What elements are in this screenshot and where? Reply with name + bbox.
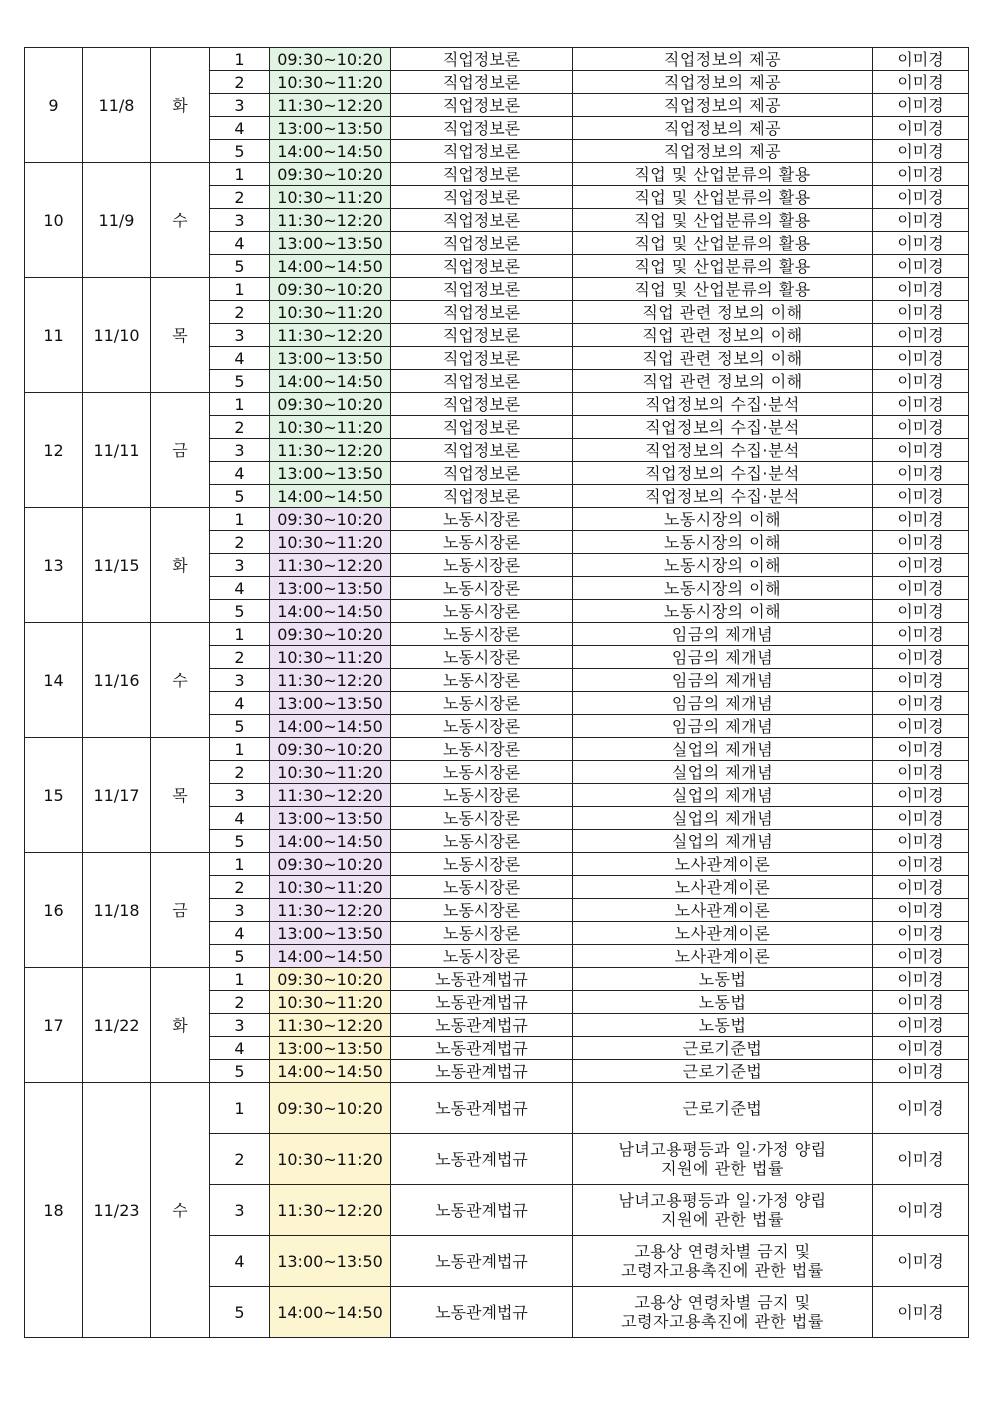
period-cell: 5	[210, 945, 270, 968]
period-cell: 1	[210, 968, 270, 991]
teacher-cell: 이미경	[873, 991, 969, 1014]
period-cell: 4	[210, 922, 270, 945]
table-row	[25, 623, 969, 646]
period-cell: 3	[210, 1185, 270, 1236]
time-cell: 13:00~13:50	[270, 462, 391, 485]
time-cell: 09:30~10:20	[270, 853, 391, 876]
subject-cell: 노동시장론	[391, 876, 573, 899]
time-cell: 11:30~12:20	[270, 669, 391, 692]
topic-cell: 노동시장의 이해	[573, 554, 873, 577]
period-cell: 2	[210, 991, 270, 1014]
time-cell: 10:30~11:20	[270, 416, 391, 439]
time-cell: 11:30~12:20	[270, 899, 391, 922]
topic-cell: 노동법	[573, 991, 873, 1014]
table-row	[25, 48, 969, 71]
subject-cell: 노동시장론	[391, 738, 573, 761]
subject-cell: 노동관계법규	[391, 1287, 573, 1338]
session-number-cell: 17	[25, 968, 83, 1083]
time-cell: 13:00~13:50	[270, 692, 391, 715]
time-cell: 14:00~14:50	[270, 255, 391, 278]
period-cell: 2	[210, 876, 270, 899]
subject-cell: 노동시장론	[391, 554, 573, 577]
schedule-table	[24, 47, 969, 1338]
subject-cell: 직업정보론	[391, 278, 573, 301]
date-cell: 11/10	[83, 278, 151, 393]
subject-cell: 직업정보론	[391, 117, 573, 140]
subject-cell: 직업정보론	[391, 393, 573, 416]
subject-cell: 노동시장론	[391, 830, 573, 853]
session-number-cell: 9	[25, 48, 83, 163]
teacher-cell: 이미경	[873, 830, 969, 853]
time-cell: 14:00~14:50	[270, 1287, 391, 1338]
subject-cell: 노동시장론	[391, 715, 573, 738]
subject-cell: 직업정보론	[391, 163, 573, 186]
topic-cell: 직업정보의 제공	[573, 94, 873, 117]
teacher-cell: 이미경	[873, 48, 969, 71]
period-cell: 5	[210, 715, 270, 738]
time-cell: 10:30~11:20	[270, 991, 391, 1014]
weekday-cell: 금	[151, 853, 210, 968]
time-cell: 09:30~10:20	[270, 508, 391, 531]
time-cell: 13:00~13:50	[270, 232, 391, 255]
time-cell: 10:30~11:20	[270, 876, 391, 899]
time-cell: 13:00~13:50	[270, 807, 391, 830]
teacher-cell: 이미경	[873, 1185, 969, 1236]
teacher-cell: 이미경	[873, 117, 969, 140]
topic-cell: 실업의 제개념	[573, 761, 873, 784]
time-cell: 13:00~13:50	[270, 1236, 391, 1287]
teacher-cell: 이미경	[873, 646, 969, 669]
topic-cell: 고용상 연령차별 금지 및 고령자고용촉진에 관한 법률	[573, 1236, 873, 1287]
subject-cell: 노동관계법규	[391, 1037, 573, 1060]
period-cell: 3	[210, 1014, 270, 1037]
subject-cell: 직업정보론	[391, 94, 573, 117]
topic-cell: 임금의 제개념	[573, 692, 873, 715]
time-cell: 14:00~14:50	[270, 370, 391, 393]
table-row	[25, 968, 969, 991]
weekday-cell: 화	[151, 48, 210, 163]
teacher-cell: 이미경	[873, 531, 969, 554]
time-cell: 14:00~14:50	[270, 485, 391, 508]
time-cell: 10:30~11:20	[270, 646, 391, 669]
teacher-cell: 이미경	[873, 232, 969, 255]
teacher-cell: 이미경	[873, 163, 969, 186]
date-cell: 11/23	[83, 1083, 151, 1338]
teacher-cell: 이미경	[873, 347, 969, 370]
topic-cell: 직업 및 산업분류의 활용	[573, 278, 873, 301]
period-cell: 2	[210, 71, 270, 94]
teacher-cell: 이미경	[873, 922, 969, 945]
period-cell: 5	[210, 1060, 270, 1083]
teacher-cell: 이미경	[873, 94, 969, 117]
subject-cell: 노동관계법규	[391, 1083, 573, 1134]
period-cell: 3	[210, 209, 270, 232]
time-cell: 11:30~12:20	[270, 94, 391, 117]
weekday-cell: 수	[151, 1083, 210, 1338]
weekday-cell: 목	[151, 738, 210, 853]
subject-cell: 노동관계법규	[391, 1134, 573, 1185]
topic-cell: 노사관계이론	[573, 922, 873, 945]
period-cell: 2	[210, 416, 270, 439]
table-row	[25, 738, 969, 761]
teacher-cell: 이미경	[873, 692, 969, 715]
topic-cell: 직업 관련 정보의 이해	[573, 370, 873, 393]
session-number-cell: 12	[25, 393, 83, 508]
time-cell: 09:30~10:20	[270, 393, 391, 416]
topic-cell: 노사관계이론	[573, 945, 873, 968]
session-number-cell: 11	[25, 278, 83, 393]
time-cell: 14:00~14:50	[270, 830, 391, 853]
teacher-cell: 이미경	[873, 876, 969, 899]
topic-cell: 남녀고용평등과 일·가정 양립 지원에 관한 법률	[573, 1185, 873, 1236]
period-cell: 3	[210, 94, 270, 117]
time-cell: 09:30~10:20	[270, 278, 391, 301]
period-cell: 4	[210, 232, 270, 255]
topic-cell: 실업의 제개념	[573, 738, 873, 761]
period-cell: 4	[210, 347, 270, 370]
subject-cell: 직업정보론	[391, 462, 573, 485]
teacher-cell: 이미경	[873, 416, 969, 439]
teacher-cell: 이미경	[873, 600, 969, 623]
topic-cell: 노동시장의 이해	[573, 577, 873, 600]
session-number-cell: 16	[25, 853, 83, 968]
subject-cell: 노동관계법규	[391, 1185, 573, 1236]
date-cell: 11/22	[83, 968, 151, 1083]
teacher-cell: 이미경	[873, 738, 969, 761]
date-cell: 11/16	[83, 623, 151, 738]
subject-cell: 노동시장론	[391, 623, 573, 646]
table-row	[25, 393, 969, 416]
teacher-cell: 이미경	[873, 715, 969, 738]
subject-cell: 직업정보론	[391, 485, 573, 508]
time-cell: 10:30~11:20	[270, 186, 391, 209]
subject-cell: 노동시장론	[391, 508, 573, 531]
date-cell: 11/9	[83, 163, 151, 278]
topic-cell: 직업정보의 수집·분석	[573, 439, 873, 462]
session-number-cell: 15	[25, 738, 83, 853]
subject-cell: 노동시장론	[391, 646, 573, 669]
time-cell: 13:00~13:50	[270, 347, 391, 370]
session-number-cell: 13	[25, 508, 83, 623]
period-cell: 2	[210, 1134, 270, 1185]
period-cell: 2	[210, 531, 270, 554]
subject-cell: 노동시장론	[391, 531, 573, 554]
time-cell: 10:30~11:20	[270, 71, 391, 94]
subject-cell: 직업정보론	[391, 186, 573, 209]
teacher-cell: 이미경	[873, 761, 969, 784]
time-cell: 13:00~13:50	[270, 922, 391, 945]
topic-cell: 고용상 연령차별 금지 및 고령자고용촉진에 관한 법률	[573, 1287, 873, 1338]
subject-cell: 직업정보론	[391, 255, 573, 278]
topic-cell: 실업의 제개념	[573, 807, 873, 830]
date-cell: 11/18	[83, 853, 151, 968]
subject-cell: 노동시장론	[391, 692, 573, 715]
time-cell: 09:30~10:20	[270, 968, 391, 991]
period-cell: 1	[210, 738, 270, 761]
period-cell: 4	[210, 1236, 270, 1287]
period-cell: 4	[210, 117, 270, 140]
topic-cell: 노동시장의 이해	[573, 508, 873, 531]
weekday-cell: 금	[151, 393, 210, 508]
subject-cell: 노동관계법규	[391, 991, 573, 1014]
teacher-cell: 이미경	[873, 71, 969, 94]
topic-cell: 노사관계이론	[573, 899, 873, 922]
subject-cell: 직업정보론	[391, 232, 573, 255]
teacher-cell: 이미경	[873, 784, 969, 807]
teacher-cell: 이미경	[873, 1236, 969, 1287]
period-cell: 4	[210, 577, 270, 600]
period-cell: 3	[210, 669, 270, 692]
subject-cell: 노동시장론	[391, 761, 573, 784]
time-cell: 11:30~12:20	[270, 1014, 391, 1037]
period-cell: 1	[210, 623, 270, 646]
date-cell: 11/8	[83, 48, 151, 163]
period-cell: 1	[210, 1083, 270, 1134]
teacher-cell: 이미경	[873, 140, 969, 163]
period-cell: 5	[210, 1287, 270, 1338]
subject-cell: 노동관계법규	[391, 1236, 573, 1287]
period-cell: 3	[210, 554, 270, 577]
topic-cell: 직업정보의 수집·분석	[573, 393, 873, 416]
teacher-cell: 이미경	[873, 1083, 969, 1134]
time-cell: 11:30~12:20	[270, 324, 391, 347]
teacher-cell: 이미경	[873, 945, 969, 968]
teacher-cell: 이미경	[873, 853, 969, 876]
teacher-cell: 이미경	[873, 623, 969, 646]
period-cell: 4	[210, 1037, 270, 1060]
teacher-cell: 이미경	[873, 186, 969, 209]
topic-cell: 직업정보의 수집·분석	[573, 416, 873, 439]
date-cell: 11/17	[83, 738, 151, 853]
topic-cell: 노사관계이론	[573, 876, 873, 899]
date-cell: 11/11	[83, 393, 151, 508]
subject-cell: 직업정보론	[391, 209, 573, 232]
period-cell: 2	[210, 646, 270, 669]
time-cell: 09:30~10:20	[270, 48, 391, 71]
topic-cell: 직업정보의 수집·분석	[573, 462, 873, 485]
period-cell: 5	[210, 485, 270, 508]
subject-cell: 노동시장론	[391, 807, 573, 830]
weekday-cell: 목	[151, 278, 210, 393]
weekday-cell: 화	[151, 968, 210, 1083]
subject-cell: 직업정보론	[391, 71, 573, 94]
period-cell: 4	[210, 462, 270, 485]
time-cell: 10:30~11:20	[270, 531, 391, 554]
subject-cell: 노동시장론	[391, 922, 573, 945]
subject-cell: 직업정보론	[391, 439, 573, 462]
subject-cell: 직업정보론	[391, 347, 573, 370]
table-row	[25, 853, 969, 876]
teacher-cell: 이미경	[873, 807, 969, 830]
topic-cell: 직업 및 산업분류의 활용	[573, 232, 873, 255]
teacher-cell: 이미경	[873, 301, 969, 324]
period-cell: 1	[210, 508, 270, 531]
subject-cell: 노동시장론	[391, 600, 573, 623]
subject-cell: 직업정보론	[391, 324, 573, 347]
teacher-cell: 이미경	[873, 899, 969, 922]
period-cell: 5	[210, 255, 270, 278]
subject-cell: 직업정보론	[391, 416, 573, 439]
topic-cell: 직업 관련 정보의 이해	[573, 324, 873, 347]
teacher-cell: 이미경	[873, 439, 969, 462]
topic-cell: 직업정보의 제공	[573, 117, 873, 140]
topic-cell: 임금의 제개념	[573, 715, 873, 738]
topic-cell: 근로기준법	[573, 1060, 873, 1083]
subject-cell: 노동관계법규	[391, 1014, 573, 1037]
topic-cell: 노동법	[573, 968, 873, 991]
time-cell: 11:30~12:20	[270, 439, 391, 462]
weekday-cell: 수	[151, 163, 210, 278]
topic-cell: 임금의 제개념	[573, 623, 873, 646]
time-cell: 14:00~14:50	[270, 1060, 391, 1083]
period-cell: 4	[210, 692, 270, 715]
topic-cell: 직업 및 산업분류의 활용	[573, 163, 873, 186]
teacher-cell: 이미경	[873, 508, 969, 531]
time-cell: 10:30~11:20	[270, 761, 391, 784]
period-cell: 2	[210, 301, 270, 324]
period-cell: 5	[210, 370, 270, 393]
teacher-cell: 이미경	[873, 370, 969, 393]
time-cell: 11:30~12:20	[270, 554, 391, 577]
subject-cell: 노동시장론	[391, 577, 573, 600]
period-cell: 1	[210, 393, 270, 416]
subject-cell: 직업정보론	[391, 370, 573, 393]
time-cell: 14:00~14:50	[270, 945, 391, 968]
period-cell: 5	[210, 600, 270, 623]
topic-cell: 노사관계이론	[573, 853, 873, 876]
period-cell: 4	[210, 807, 270, 830]
schedule-body	[25, 48, 969, 1338]
time-cell: 13:00~13:50	[270, 577, 391, 600]
topic-cell: 임금의 제개념	[573, 646, 873, 669]
teacher-cell: 이미경	[873, 554, 969, 577]
time-cell: 14:00~14:50	[270, 600, 391, 623]
topic-cell: 직업정보의 제공	[573, 71, 873, 94]
time-cell: 10:30~11:20	[270, 301, 391, 324]
topic-cell: 직업 및 산업분류의 활용	[573, 186, 873, 209]
subject-cell: 노동관계법규	[391, 1060, 573, 1083]
session-number-cell: 14	[25, 623, 83, 738]
weekday-cell: 수	[151, 623, 210, 738]
time-cell: 09:30~10:20	[270, 1083, 391, 1134]
topic-cell: 실업의 제개념	[573, 784, 873, 807]
teacher-cell: 이미경	[873, 324, 969, 347]
topic-cell: 노동법	[573, 1014, 873, 1037]
subject-cell: 노동시장론	[391, 945, 573, 968]
topic-cell: 남녀고용평등과 일·가정 양립 지원에 관한 법률	[573, 1134, 873, 1185]
period-cell: 3	[210, 899, 270, 922]
subject-cell: 노동시장론	[391, 669, 573, 692]
table-row	[25, 508, 969, 531]
period-cell: 3	[210, 324, 270, 347]
period-cell: 3	[210, 439, 270, 462]
time-cell: 10:30~11:20	[270, 1134, 391, 1185]
subject-cell: 직업정보론	[391, 48, 573, 71]
subject-cell: 노동시장론	[391, 784, 573, 807]
table-row	[25, 163, 969, 186]
period-cell: 1	[210, 853, 270, 876]
topic-cell: 직업 관련 정보의 이해	[573, 301, 873, 324]
teacher-cell: 이미경	[873, 1060, 969, 1083]
date-cell: 11/15	[83, 508, 151, 623]
teacher-cell: 이미경	[873, 278, 969, 301]
time-cell: 14:00~14:50	[270, 715, 391, 738]
period-cell: 2	[210, 186, 270, 209]
period-cell: 5	[210, 830, 270, 853]
time-cell: 14:00~14:50	[270, 140, 391, 163]
teacher-cell: 이미경	[873, 1014, 969, 1037]
topic-cell: 직업 관련 정보의 이해	[573, 347, 873, 370]
topic-cell: 직업정보의 수집·분석	[573, 485, 873, 508]
period-cell: 3	[210, 784, 270, 807]
subject-cell: 노동시장론	[391, 853, 573, 876]
teacher-cell: 이미경	[873, 968, 969, 991]
time-cell: 11:30~12:20	[270, 1185, 391, 1236]
teacher-cell: 이미경	[873, 669, 969, 692]
time-cell: 09:30~10:20	[270, 623, 391, 646]
time-cell: 11:30~12:20	[270, 209, 391, 232]
time-cell: 09:30~10:20	[270, 163, 391, 186]
topic-cell: 노동시장의 이해	[573, 600, 873, 623]
weekday-cell: 화	[151, 508, 210, 623]
period-cell: 1	[210, 163, 270, 186]
table-row	[25, 278, 969, 301]
subject-cell: 노동시장론	[391, 899, 573, 922]
topic-cell: 근로기준법	[573, 1083, 873, 1134]
session-number-cell: 10	[25, 163, 83, 278]
teacher-cell: 이미경	[873, 209, 969, 232]
period-cell: 2	[210, 761, 270, 784]
topic-cell: 직업정보의 제공	[573, 48, 873, 71]
time-cell: 13:00~13:50	[270, 1037, 391, 1060]
teacher-cell: 이미경	[873, 255, 969, 278]
topic-cell: 노동시장의 이해	[573, 531, 873, 554]
period-cell: 1	[210, 278, 270, 301]
period-cell: 1	[210, 48, 270, 71]
table-row	[25, 1083, 969, 1134]
time-cell: 09:30~10:20	[270, 738, 391, 761]
topic-cell: 직업정보의 제공	[573, 140, 873, 163]
teacher-cell: 이미경	[873, 462, 969, 485]
teacher-cell: 이미경	[873, 1287, 969, 1338]
time-cell: 11:30~12:20	[270, 784, 391, 807]
topic-cell: 직업 및 산업분류의 활용	[573, 209, 873, 232]
topic-cell: 근로기준법	[573, 1037, 873, 1060]
topic-cell: 직업 및 산업분류의 활용	[573, 255, 873, 278]
time-cell: 13:00~13:50	[270, 117, 391, 140]
teacher-cell: 이미경	[873, 1134, 969, 1185]
subject-cell: 직업정보론	[391, 301, 573, 324]
teacher-cell: 이미경	[873, 577, 969, 600]
teacher-cell: 이미경	[873, 1037, 969, 1060]
teacher-cell: 이미경	[873, 393, 969, 416]
topic-cell: 임금의 제개념	[573, 669, 873, 692]
period-cell: 5	[210, 140, 270, 163]
session-number-cell: 18	[25, 1083, 83, 1338]
topic-cell: 실업의 제개념	[573, 830, 873, 853]
subject-cell: 직업정보론	[391, 140, 573, 163]
subject-cell: 노동관계법규	[391, 968, 573, 991]
teacher-cell: 이미경	[873, 485, 969, 508]
